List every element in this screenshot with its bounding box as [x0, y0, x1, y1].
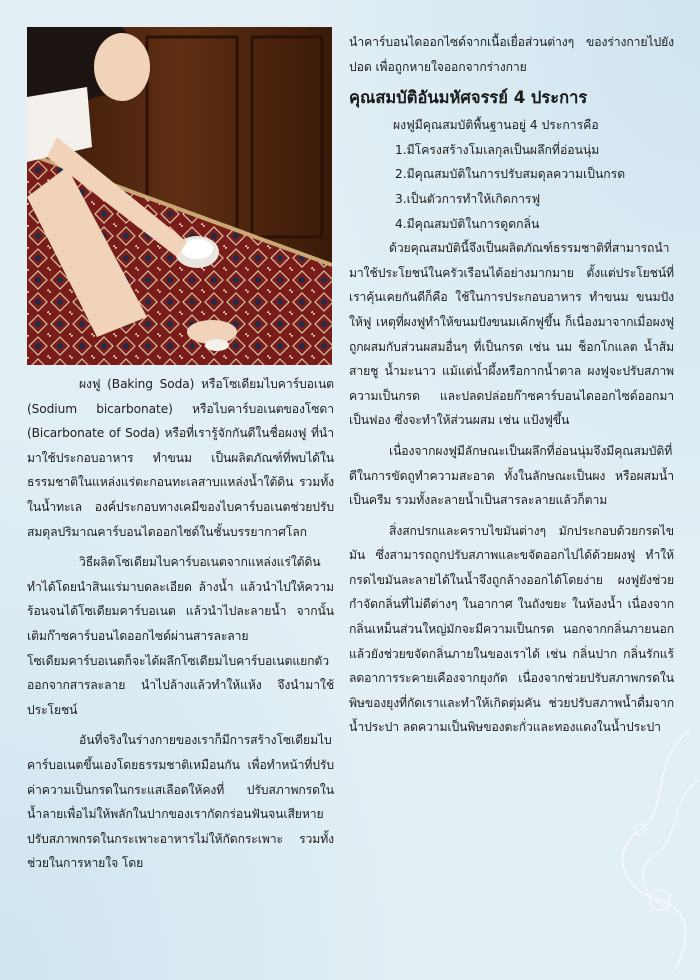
list-item-1: 1.มีโครงสร้างโมเลกุลเป็นผลึกที่อ่อนนุ่ม — [395, 142, 600, 157]
decorative-swirl — [580, 720, 700, 980]
odor-paragraph: สิ่งสกปรกและคราบไขมันต่างๆ มักประกอบด้วยกรดไขมัน ซึ่งสามารถถูกปรับสภาพและขจัดออกไปได้ด้วยผงฟู ทำให้กรดไขมันละลายได้ในน้ำจึงถูกล้างออกได้โดยง่าย ผงฟูยังช่วยกำจัดกลิ่นที่ไม่ดีต่างๆ ในอากาศ ในถังขยะ ในห้องน้ำ เนื่องจากกลิ่นเหม็นส่วนใหญ่มักจะมีความเป็นกรด นอกจากกลิ่นภายนอกแล้วยังช่วยขจัดกลิ่นภายในของเราได้ เช่น กลิ่นปาก กลิ่นรักแร้ ลดอาการระคายเคืองจากยุงกัด เนื่องจากช่วยปรับสภาพกรดในพิษของยุงที่กัดเราและทำให้เกิดตุ่มคัน ช่วยปรับสภาพน้ำดื่มจากน้ำประปา ลดความเป็นพิษของตะกั่วและทองแดงในน้ำประปา — [349, 523, 674, 735]
caption-paragraph: ผงฟู (Baking Soda) หรือโซเดียมไบคาร์บอเนต (Sodium bicarbonate) หรือไบคาร์บอเนตของโซดา (Bicarbonate of Soda) หรือที่เรารู้จักกันดีในชื่อผงฟู ที่นำมาใช้ประกอบอาหาร ทำขนม เป็นผลิตภัณฑ์ที่พบได้ในธรรมชาติในแหล่งแร่ตะกอนทะเลสาบแหล่งน้ำใต้ดิน รวมทั้งในน้ำทะเล องค์ประกอบทางเคมีของไบคาร์บอเนตช่วยปรับสมดุลปริมาณคาร์บอนไดออกไซด์ในชั้นบรรยากาศโลก — [27, 377, 334, 539]
list-item-4: 4.มีคุณสมบัติในการดูดกลิ่น — [395, 216, 540, 231]
cleaning-paragraph: เนื่องจากผงฟูมีลักษณะเป็นผลึกที่อ่อนนุ่มจึงมีคุณสมบัติที่ดีในการขัดถูทำความสะอาด ทั้งในลักษณะเป็นผง หรือผสมน้ำเป็นครีม รวมทั้งละลายน้ำเป็นสารละลายแล้วก็ตาม — [349, 443, 674, 508]
continuation-paragraph: นำคาร์บอนไดออกไซด์จากเนื้อเยื่อส่วนต่างๆ ของร่างกายไปยังปอด เพื่อถูกหายใจออกจากร่างกาย — [349, 35, 674, 74]
uses-paragraph: ด้วยคุณสมบัตินี้จึงเป็นผลิตภัณฑ์ธรรมชาติที่สามารถนำมาใช้ประโยชน์ในครัวเรือนได้อย่างมากมาย ตั้งแต่ประโยชน์ที่เราคุ้นเคยกันดีก็คือ ใช้ในการประกอบอาหาร ทำขนม ขนมปังให้ฟู เหตุที่ผงฟูทำให้ขนมปังขนมเค้กฟูขึ้น ก็เนื่องมาจากเมื่อผงฟูถูกผสมกับส่วนผสมอื่นๆ ที่เป็นกรด เช่น นม ช็อกโกแลต น้ำส้มสายชู น้ำมะนาว แม้แต่น้ำผึ้งหรือกากน้ำตาล ผงฟูจะปรับสภาพความเป็นกรด และปลดปล่อยก๊าซคาร์บอนไดออกไซด์ออกมาเป็นฟอง ซึ่งจะทำให้ส่วนผสม เช่น แป้งฟูขึ้น — [349, 241, 674, 428]
list-item-3: 3.เป็นตัวการทำให้เกิดการฟู — [395, 191, 541, 206]
list-item-2: 2.มีคุณสมบัติในการปรับสมดุลความเป็นกรด — [395, 167, 626, 182]
body-function-paragraph: อันที่จริงในร่างกายของเราก็มีการสร้างโซเดียมไบคาร์บอเนตขึ้นเองโดยธรรมชาติเหมือนกัน เพื่อทำหน้าที่ปรับค่าความเป็นกรดในกระแสเลือดให้คงที่ ปรับสภาพกรดในน้ำลายเพื่อไม่ให้พลักในปากของเรากัดกร่อนฟันจนเสียหาย ปรับสภาพกรดในกระเพาะอาหารไม่ให้กัดกระเพาะ รวมทั้งช่วยในการหายใจ โดย — [27, 733, 334, 871]
section-heading: คุณสมบัติอันมหัศจรรย์ 4 ประการ — [349, 88, 588, 108]
right-column — [349, 30, 674, 740]
list-intro: ผงฟูมีคุณสมบัติพื้นฐานอยู่ 4 ประการคือ — [393, 118, 599, 133]
production-paragraph: วิธีผลิตโซเดียมไบคาร์บอเนตจากแหล่งแร่ใต้ดิน ทำได้โดยนำสินแร่มาบดละเอียด ล้างน้ำ แล้วนำไปให้ความร้อนจนได้โซเดียมคาร์บอเนต แล้วนำไปละลายน้ำ จากนั้นเติมก๊าซคาร์บอนไดออกไซด์ผ่านสารละลายโซเดียมคาร์บอเนตก็จะได้ผลึกโซเดียมไบคาร์บอเนตแยกตัวออกจากสารละลาย นำไปล้างแล้วทำให้แห้ง จึงนำมาใช้ประโยชน์ — [27, 555, 334, 717]
left-column — [27, 372, 334, 876]
photo-woman-cleaning-carpet — [27, 27, 332, 365]
